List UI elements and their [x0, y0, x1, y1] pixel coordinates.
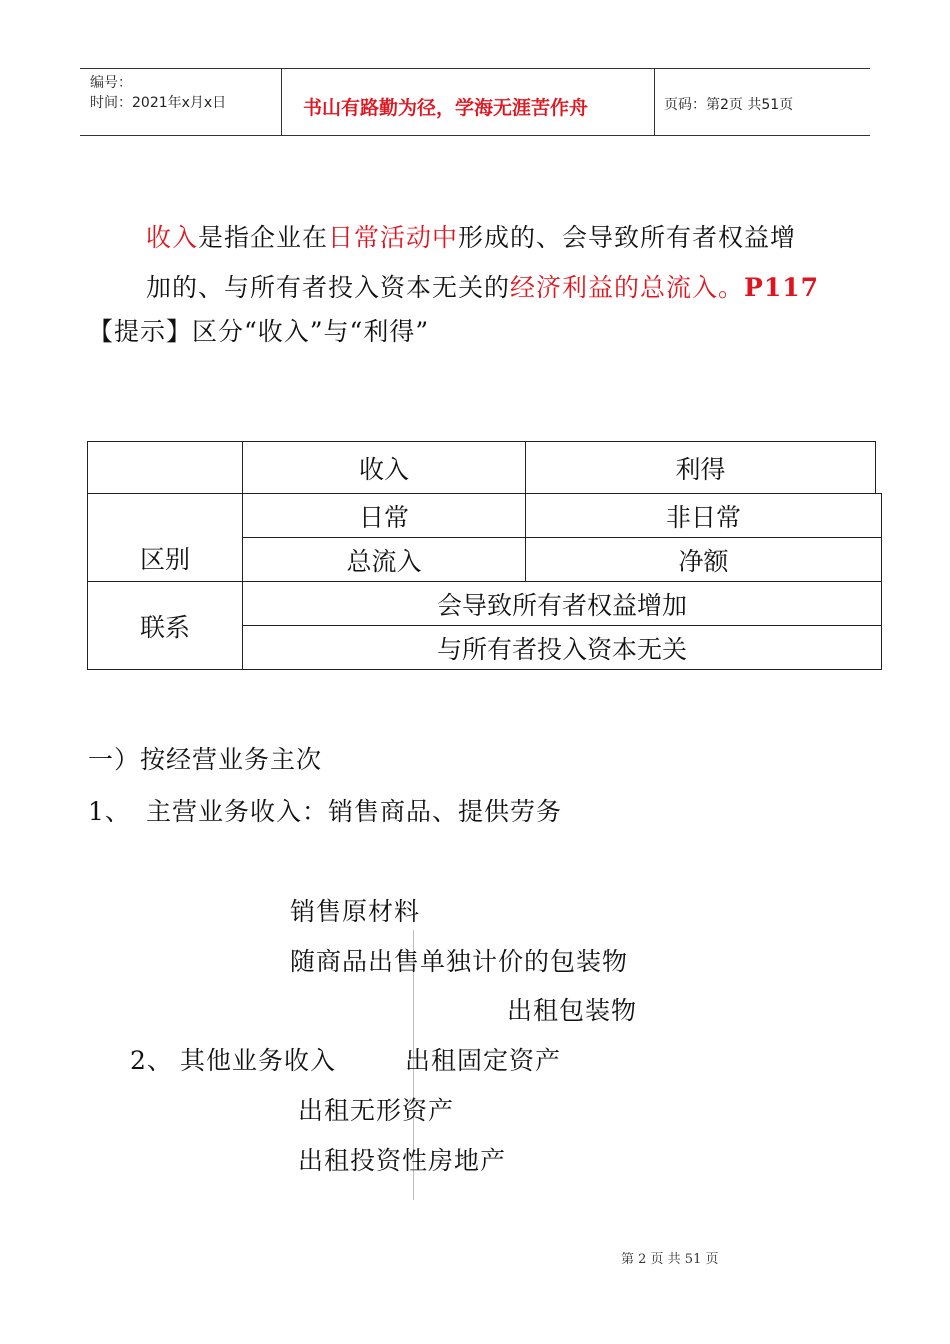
item2-number: 2、: [130, 1046, 173, 1075]
definition-line-1: [146, 218, 796, 254]
header-divider-right: [654, 68, 655, 136]
table-row-label-diff: 区别: [87, 493, 243, 582]
item2-text: 其他业务收入: [180, 1046, 337, 1075]
definition-highlight1: 日常活动中: [328, 223, 459, 252]
page-footer: 第 2 页 共 51 页: [621, 1252, 719, 1267]
header-divider-left: [281, 68, 282, 136]
table-corner-cell: [87, 441, 243, 494]
sub-item-raw-materials: 销售原材料: [290, 897, 421, 926]
table-header-income: 收入: [242, 441, 526, 494]
header-motto: 书山有路勤为径，学海无涯苦作舟: [303, 97, 589, 119]
definition-term: 收入: [146, 223, 199, 252]
table-cell-link2: 与所有者投入资本无关: [242, 625, 882, 670]
definition-part1: 是指企业在: [198, 223, 329, 252]
sub-item-packaging-rented: 出租包装物: [507, 996, 638, 1025]
header-page-info: 页码：第2页 共51页: [664, 97, 794, 113]
definition-line2-part1: 加的、与所有者投入资本无关的: [146, 273, 511, 302]
definition-page-ref: P117: [744, 273, 820, 302]
header-bottom-rule: [80, 135, 870, 136]
sub-item-fixed-assets: 出租固定资产: [405, 1046, 562, 1075]
definition-part2: 形成的、会导致所有者权益增: [458, 223, 797, 252]
tip-line: 【提示】区分“收入”与“利得”: [88, 317, 430, 346]
header-top-rule: [80, 68, 870, 69]
item1-number: 1、: [88, 797, 131, 826]
definition-line-2: [146, 268, 819, 304]
header-time-label: 时间：2021年x月x日: [90, 95, 227, 111]
sub-item-investment-property: 出租投资性房地产: [298, 1146, 507, 1175]
table-cell-link1: 会导致所有者权益增加: [242, 581, 882, 626]
header-number-label: 编号：: [90, 75, 132, 91]
table-cell-diff1-income: 日常: [242, 493, 526, 538]
section-heading: 一）按经营业务主次: [88, 745, 323, 774]
table-cell-diff2-gain: 净额: [525, 537, 882, 582]
sub-item-intangible-assets: 出租无形资产: [298, 1096, 455, 1125]
item1-text: 主营业务收入：销售商品、提供劳务: [146, 797, 563, 826]
sub-item-packaging-sold: 随商品出售单独计价的包装物: [290, 947, 629, 976]
table-header-gain: 利得: [525, 441, 876, 494]
table-cell-diff2-income: 总流入: [242, 537, 526, 582]
table-row-label-link: 联系: [87, 581, 243, 670]
table-cell-diff1-gain: 非日常: [525, 493, 882, 538]
definition-highlight2: 经济利益的总流入。: [510, 273, 745, 302]
